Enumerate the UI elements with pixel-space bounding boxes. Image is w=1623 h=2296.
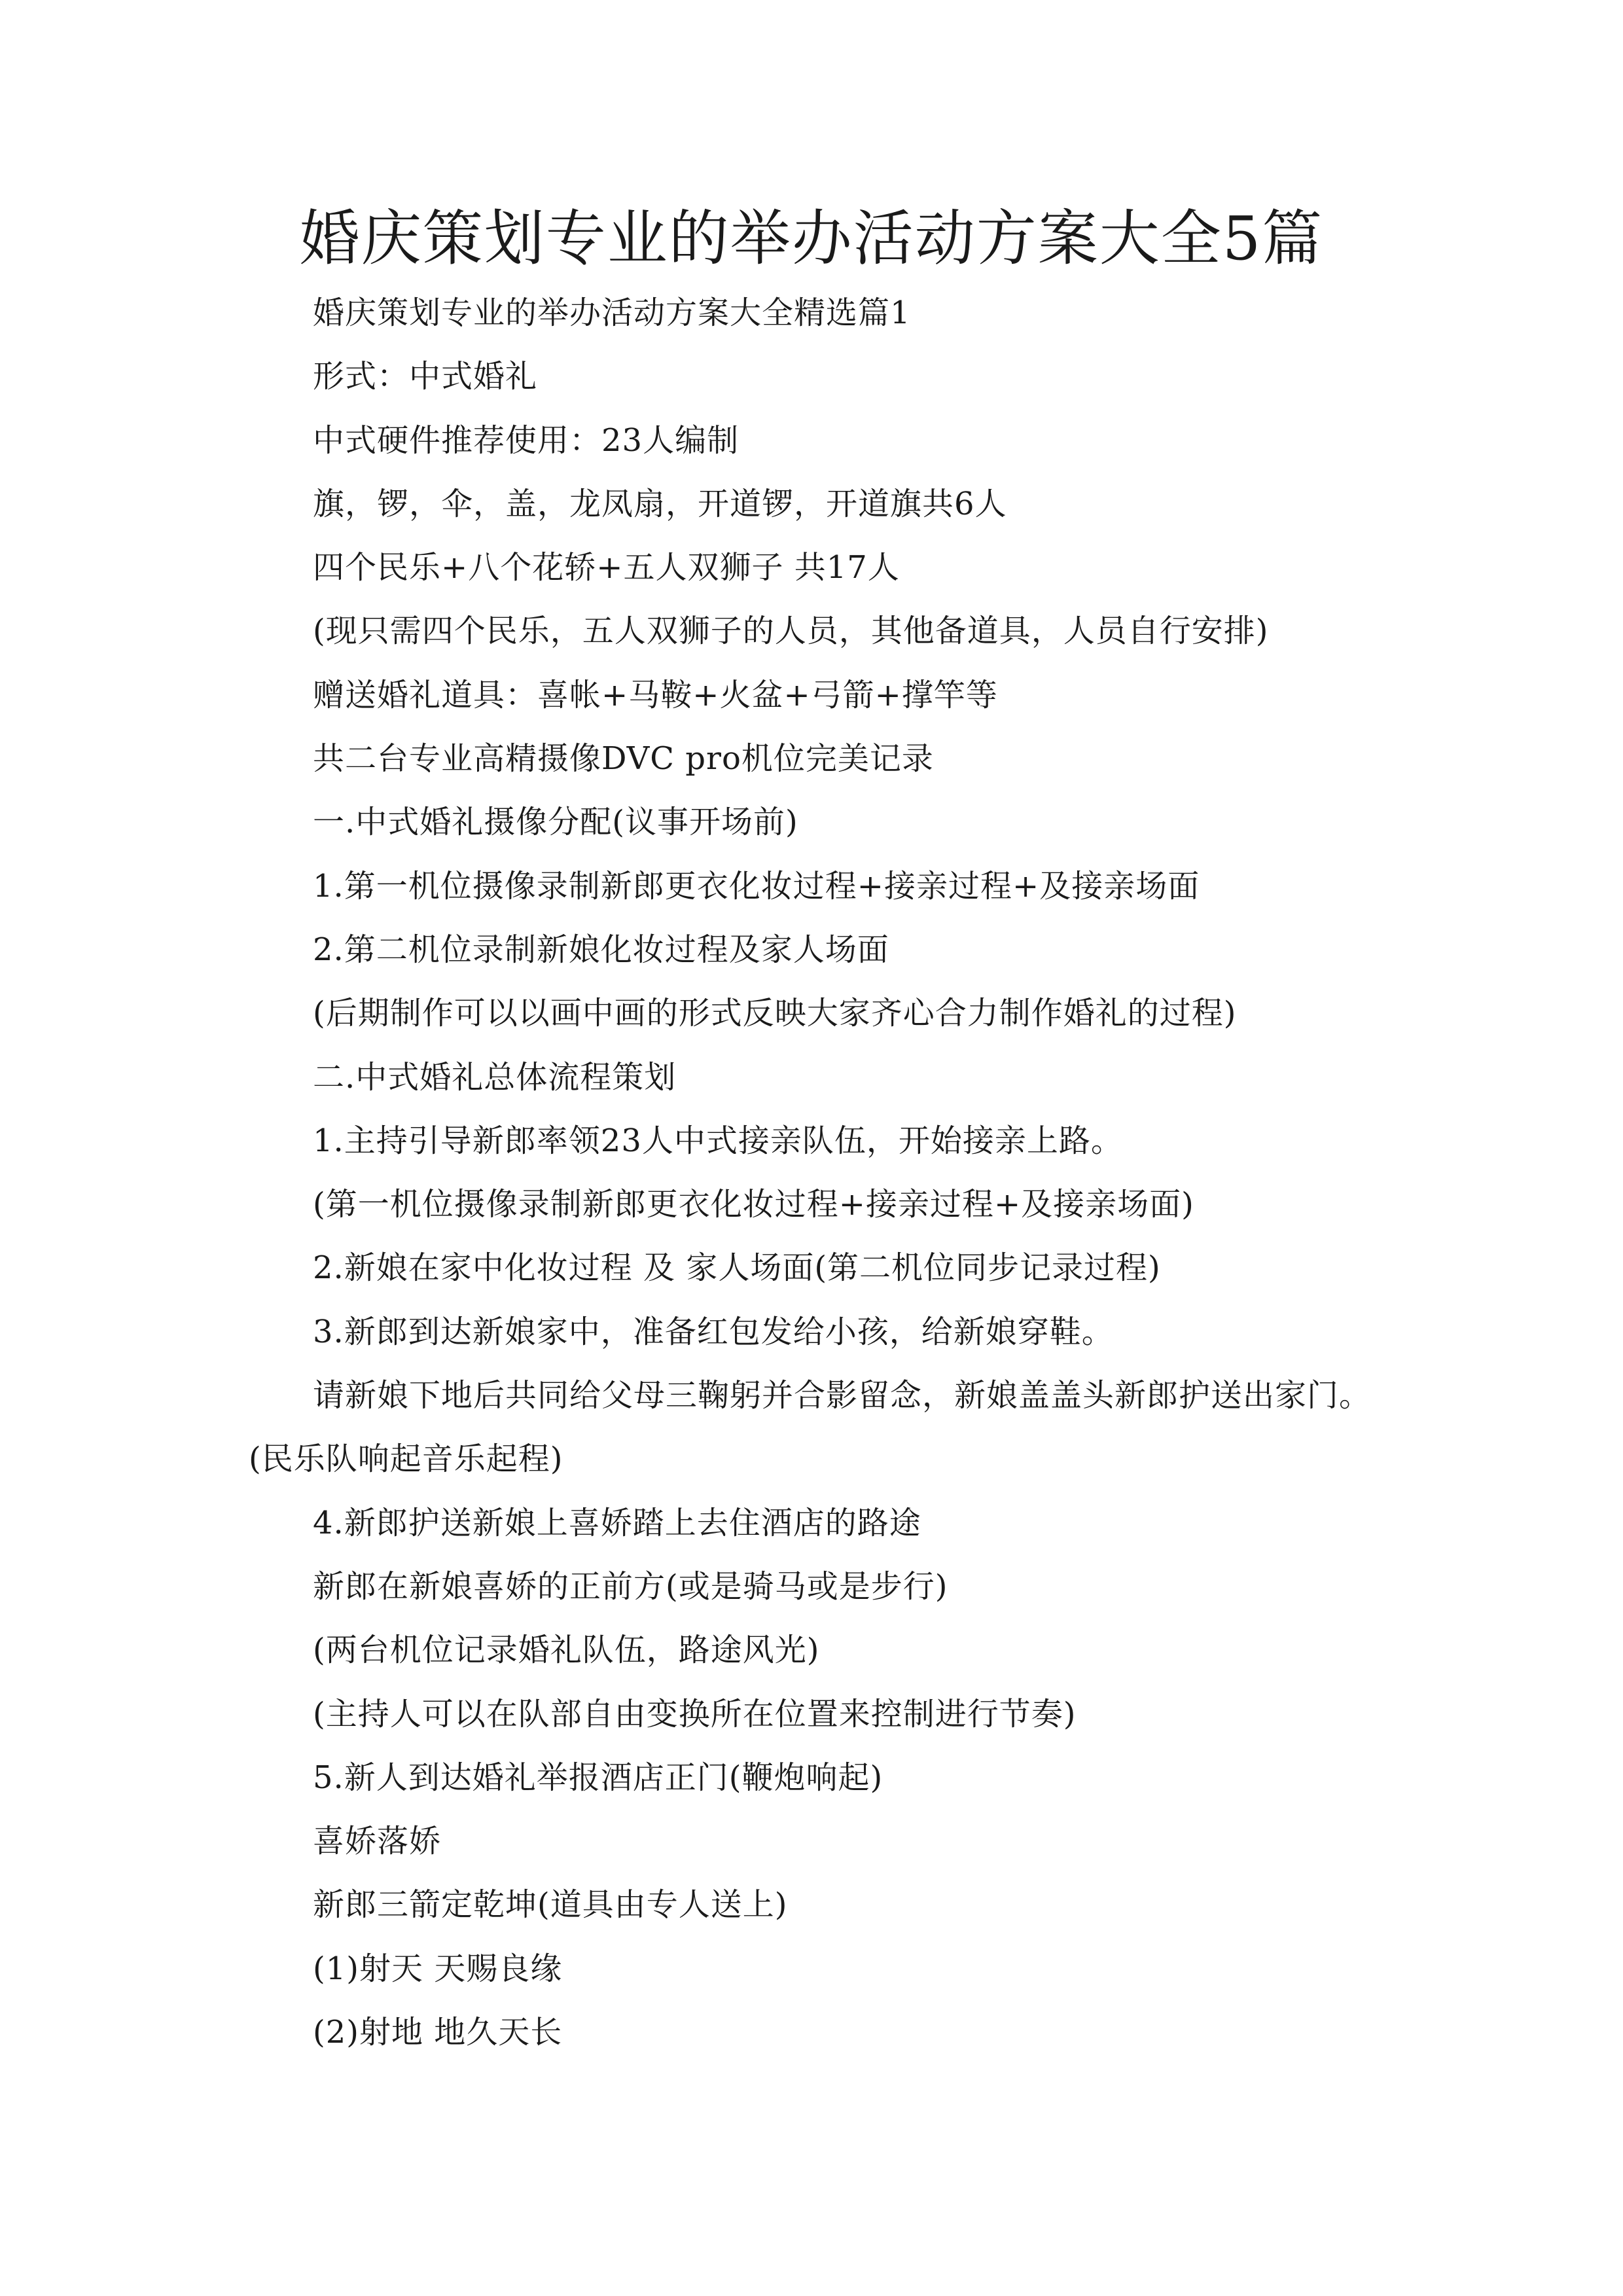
paragraph-line: 形式：中式婚礼	[313, 358, 538, 395]
paragraph-line: (第一机位摄像录制新郎更衣化妆过程+接亲过程+及接亲场面)	[313, 1186, 1194, 1223]
paragraph-line: 1.主持引导新郎率领23人中式接亲队伍，开始接亲上路。	[313, 1122, 1123, 1159]
document-body	[0, 281, 1623, 2064]
paragraph-line: (后期制作可以以画中画的形式反映大家齐心合力制作婚礼的过程)	[313, 995, 1237, 1032]
paragraph-line: (主持人可以在队部自由变换所在位置来控制进行节奏)	[313, 1695, 1077, 1732]
paragraph-line: 3.新郎到达新娘家中，准备红包发给小孩，给新娘穿鞋。	[313, 1313, 1114, 1350]
paragraph-line: 新郎在新娘喜娇的正前方(或是骑马或是步行)	[313, 1568, 948, 1605]
paragraph-line: 喜娇落娇	[313, 1823, 442, 1860]
document-title: 婚庆策划专业的举办活动方案大全5篇	[299, 204, 1324, 274]
paragraph-line: 2.新娘在家中化妆过程 及 家人场面(第二机位同步记录过程)	[313, 1249, 1161, 1287]
paragraph-line: 四个民乐+八个花轿+五人双狮子 共17人	[313, 549, 900, 586]
paragraph-line: 4.新郎护送新娘上喜娇踏上去住酒店的路途	[313, 1504, 921, 1541]
paragraph-line: 请新娘下地后共同给父母三鞠躬并合影留念，新娘盖盖头新郎护送出家门。	[313, 1377, 1372, 1414]
paragraph-line: 新郎三箭定乾坤(道具由专人送上)	[313, 1886, 788, 1924]
paragraph-line: (1)射天 天赐良缘	[313, 1950, 563, 1987]
paragraph-line: 二.中式婚礼总体流程策划	[313, 1058, 677, 1096]
paragraph-line: (2)射地 地久天长	[313, 2014, 563, 2051]
paragraph-line: 共二台专业高精摄像DVC pro机位完美记录	[313, 740, 934, 778]
paragraph-line: (现只需四个民乐，五人双狮子的人员，其他备道具，人员自行安排)	[313, 613, 1269, 650]
paragraph-line: 2.第二机位录制新娘化妆过程及家人场面	[313, 931, 889, 968]
paragraph-line: 5.新人到达婚礼举报酒店正门(鞭炮响起)	[313, 1759, 883, 1796]
paragraph-line: 中式硬件推荐使用：23人编制	[313, 422, 740, 459]
paragraph-line: 1.第一机位摄像录制新郎更衣化妆过程+接亲过程+及接亲场面	[313, 867, 1200, 905]
paragraph-line: (两台机位记录婚礼队伍，路途风光)	[313, 1632, 820, 1669]
paragraph-line: 一.中式婚礼摄像分配(议事开场前)	[313, 804, 798, 841]
paragraph-line: 婚庆策划专业的举办活动方案大全精选篇1	[313, 295, 911, 331]
paragraph-line: 赠送婚礼道具：喜帐+马鞍+火盆+弓箭+撑竿等	[313, 676, 998, 713]
paragraph-line: 旗，锣，伞，盖，龙凤扇，开道锣，开道旗共6人	[313, 485, 1007, 522]
paragraph-line: (民乐队响起音乐起程)	[249, 1441, 563, 1478]
